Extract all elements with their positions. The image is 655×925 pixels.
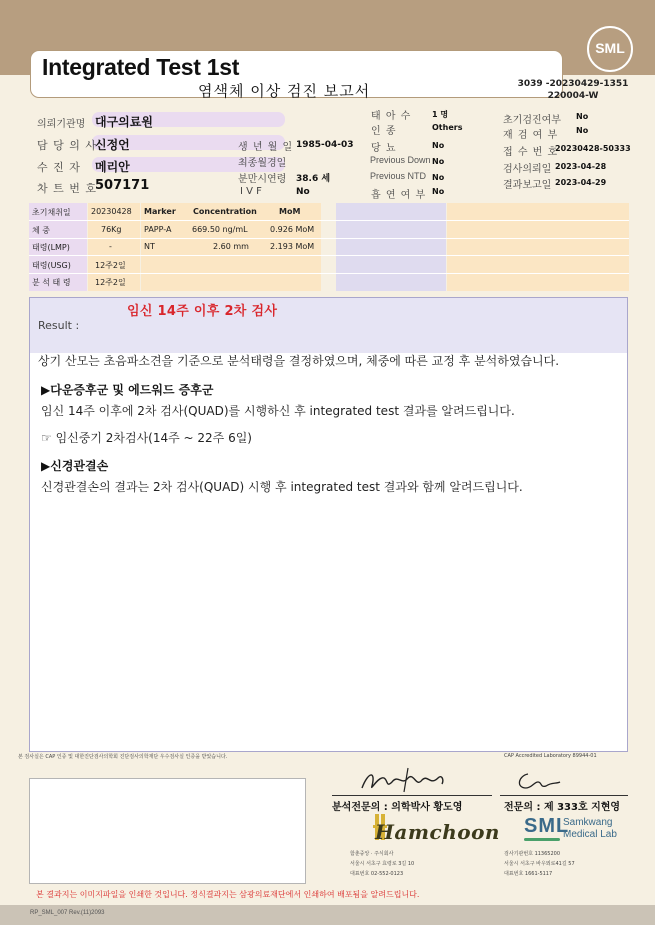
measure-value: 12주2일 xyxy=(95,261,126,270)
peach-panel xyxy=(447,203,629,291)
race-label: 인 종 xyxy=(371,126,397,137)
measure-label: 초기채취일 xyxy=(32,208,71,217)
retest-label: 재 검 여 부 xyxy=(503,130,559,141)
footer-notice: 본 결과지는 이미지파일을 인쇄한 것입니다. 정식결과지는 삼광의료재단에서 인쇄하여 배포됨을 알려드립니다. xyxy=(36,890,420,899)
sml-lab-name-line1: Samkwang xyxy=(563,817,613,828)
examinee-label: 수 진 자 xyxy=(37,161,81,174)
revision-code: RP_SML_007 Rev.(11)2093 xyxy=(30,910,105,916)
marker-name: PAPP-A xyxy=(144,225,172,234)
mom-header: MoM xyxy=(279,207,301,216)
marker-concentration: 2.60 mm xyxy=(213,242,249,251)
measure-value: 76Kg xyxy=(101,225,122,234)
result-line: ☞ 임신중기 2차검사(14주 ~ 22주 6일) xyxy=(41,431,252,445)
smoking-value: No xyxy=(432,187,445,196)
race-value: Others xyxy=(432,123,463,132)
prev-down-value: No xyxy=(432,157,445,166)
institution-label: 의뢰기관명 xyxy=(37,119,86,130)
diabetes-value: No xyxy=(432,141,445,150)
request-date-value: 2023-04-28 xyxy=(555,162,607,171)
request-date-label: 검사의뢰일 xyxy=(503,164,552,175)
sml-info: 서울시 서초구 바우뫼로41길 57 xyxy=(504,861,575,867)
measure-value: - xyxy=(109,242,112,251)
initial-value: No xyxy=(576,112,589,121)
result-headline: 임신 14주 이후 2차 검사 xyxy=(127,304,278,319)
report-subtitle: 염색체 이상 검진 보고서 xyxy=(198,82,371,100)
measure-label: 체 중 xyxy=(32,226,50,235)
grid-line xyxy=(29,238,629,239)
analyst-name: 분석전문의 : 의학박사 황도영 xyxy=(332,802,463,813)
result-section-down: ▶다운증후군 및 에드워드 증후군 xyxy=(41,383,214,397)
cap-note: CAP Accredited Laboratory 89944-01 xyxy=(504,753,597,759)
request-number-line1: 3039 -20230429-1351 xyxy=(517,79,629,89)
measure-label: 분 석 태 령 xyxy=(32,278,71,287)
result-label: Result : xyxy=(38,319,80,332)
prev-ntd-value: No xyxy=(432,173,445,182)
smoking-label: 흡 연 여 부 xyxy=(371,190,427,201)
last-menses-label: 최종월경일 xyxy=(238,158,287,169)
analyst-signature xyxy=(358,766,448,796)
ivf-value: No xyxy=(296,187,310,197)
fetus-value: 1 명 xyxy=(432,110,449,119)
age-label: 분만시연령 xyxy=(238,174,287,185)
measure-label: 태령(USG) xyxy=(32,261,71,270)
marker-mom: 2.193 MoM xyxy=(270,242,315,251)
specialist-name: 전문의 : 제 333호 지현영 xyxy=(504,802,621,813)
chart-value: 507171 xyxy=(95,178,150,193)
examinee-value: 메리안 xyxy=(95,160,130,174)
accession-label: 접 수 번 호 xyxy=(503,147,559,158)
initial-label: 초기검진여부 xyxy=(503,115,561,126)
specialist-signature-line xyxy=(500,795,628,796)
sml-logo: SML xyxy=(587,26,633,72)
marker-mom: 0.926 MoM xyxy=(270,225,315,234)
accreditation-note: 본 검사실은 CAP 인증 및 대한진단검사의학회 진단검사의학재단 우수검사실 인증을 받았습니다. xyxy=(18,754,228,760)
institution-value: 대구의료원 xyxy=(95,115,153,129)
doctor-value: 신정언 xyxy=(95,138,130,152)
lavender-panel xyxy=(336,203,446,291)
diabetes-label: 당 뇨 xyxy=(371,143,397,154)
birth-value: 1985-04-03 xyxy=(296,140,354,150)
request-number xyxy=(498,78,648,102)
prev-down-label: Previous Down xyxy=(370,155,431,165)
analyst-signature-line xyxy=(332,795,492,796)
specialist-signature xyxy=(512,768,572,794)
age-value: 38.6 세 xyxy=(296,174,331,184)
measure-value: 12주2일 xyxy=(95,278,126,287)
accession-value: 20230428-50333 xyxy=(555,144,631,153)
fetus-label: 태 아 수 xyxy=(371,111,412,122)
birth-label: 생 년 월 일 xyxy=(238,142,294,153)
result-line: 임신 14주 이후에 2차 검사(QUAD)를 시행하신 후 integrated test 결과를 알려드립니다. xyxy=(41,404,515,418)
report-title: Integrated Test 1st xyxy=(42,54,240,80)
marker-name: NT xyxy=(144,242,155,251)
grid-line xyxy=(29,273,629,274)
sml-info: 검사기관번호 11365200 xyxy=(504,851,561,857)
hamchoon-wordmark: Hamchoon xyxy=(375,820,500,844)
concentration-header: Concentration xyxy=(193,207,257,216)
ivf-label: I V F xyxy=(240,186,262,197)
marker-concentration: 669.50 ng/mL xyxy=(192,225,248,234)
sml-wordmark: SML xyxy=(524,815,570,837)
result-line: 상기 산모는 초음파소견을 기준으로 분석태령을 결정하였으며, 체중에 따른 교정 후 분석하였습니다. xyxy=(38,354,560,368)
result-line: 신경관결손의 결과는 2차 검사(QUAD) 시행 후 integrated test 결과와 함께 알려드립니다. xyxy=(41,480,523,494)
grid-line xyxy=(29,220,629,221)
result-section-ntd: ▶신경관결손 xyxy=(41,459,109,473)
chart-label: 차 트 번 호 xyxy=(37,182,97,195)
hamchoon-info: 서울시 서초구 효령로 3길 10 xyxy=(350,861,415,867)
report-date-value: 2023-04-29 xyxy=(555,178,607,187)
sml-lab-name-line2: Medical Lab xyxy=(563,829,617,840)
sml-info: 대표번호 1661-5117 xyxy=(504,871,553,877)
sml-lab-name xyxy=(563,817,617,841)
retest-value: No xyxy=(576,126,589,135)
request-number-line2: 220004-W xyxy=(547,91,599,101)
measurement-grid xyxy=(29,203,629,291)
result-header-bar xyxy=(30,298,627,353)
measure-value: 20230428 xyxy=(91,207,132,216)
hamchoon-info: 대표번호 02-552-0123 xyxy=(350,871,404,877)
hamchoon-info: 함춘중앙 · 주식회사 xyxy=(350,851,394,857)
prev-ntd-label: Previous NTD xyxy=(370,171,427,181)
marker-header: Marker xyxy=(144,207,176,216)
measure-label: 태령(LMP) xyxy=(32,243,70,252)
doctor-label: 담 당 의 사 xyxy=(37,139,97,152)
blank-remark-box xyxy=(29,778,306,884)
sml-underline-icon xyxy=(524,838,560,841)
report-date-label: 결과보고일 xyxy=(503,180,552,191)
grid-line xyxy=(29,255,629,256)
